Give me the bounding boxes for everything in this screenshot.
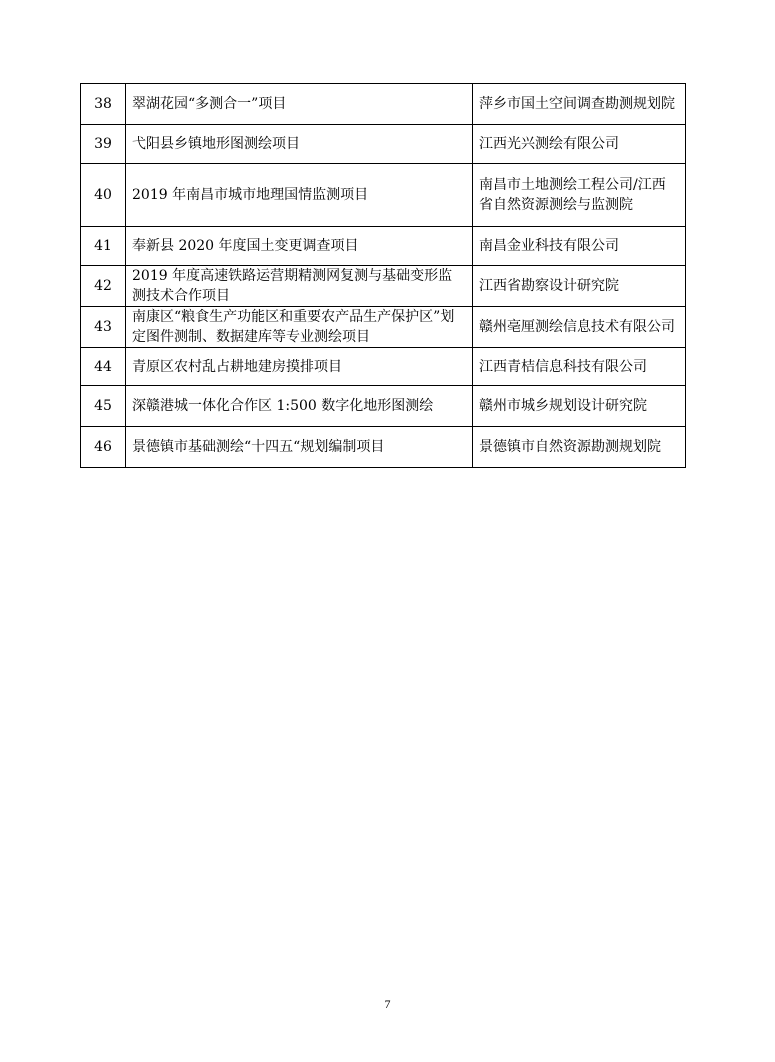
organization: 南昌市土地测绘工程公司/江西省自然资源测绘与监测院 [473,164,686,227]
row-number: 42 [81,266,126,307]
project-name: 2019 年南昌市城市地理国情监测项目 [126,164,473,227]
project-name: 南康区“粮食生产功能区和重要农产品生产保护区”划定图件测制、数据建库等专业测绘项目 [126,307,473,348]
project-name: 翠湖花园“多测合一”项目 [126,84,473,125]
table-row [81,125,686,164]
row-number: 46 [81,427,126,468]
table-row [81,164,686,227]
project-table [80,83,686,468]
organization: 南昌金业科技有限公司 [473,227,686,266]
organization: 江西光兴测绘有限公司 [473,125,686,164]
organization: 萍乡市国土空间调查勘测规划院 [473,84,686,125]
table-row [81,386,686,427]
row-number: 41 [81,227,126,266]
organization: 赣州市城乡规划设计研究院 [473,386,686,427]
organization: 赣州亳厘测绘信息技术有限公司 [473,307,686,348]
project-name: 青原区农村乱占耕地建房摸排项目 [126,348,473,386]
organization: 景德镇市自然资源勘测规划院 [473,427,686,468]
project-name: 弋阳县乡镇地形图测绘项目 [126,125,473,164]
row-number: 44 [81,348,126,386]
table-row [81,348,686,386]
row-number: 40 [81,164,126,227]
table-row [81,84,686,125]
row-number: 43 [81,307,126,348]
project-name: 2019 年度高速铁路运营期精测网复测与基础变形监测技术合作项目 [126,266,473,307]
organization: 江西省勘察设计研究院 [473,266,686,307]
row-number: 45 [81,386,126,427]
project-name: 深赣港城一体化合作区 1:500 数字化地形图测绘 [126,386,473,427]
table-row [81,227,686,266]
project-name: 奉新县 2020 年度国土变更调查项目 [126,227,473,266]
project-name: 景德镇市基础测绘“十四五“规划编制项目 [126,427,473,468]
table-row [81,307,686,348]
row-number: 38 [81,84,126,125]
row-number: 39 [81,125,126,164]
table-row [81,427,686,468]
page-number: 7 [384,997,391,1011]
organization: 江西青桔信息科技有限公司 [473,348,686,386]
table-row [81,266,686,307]
